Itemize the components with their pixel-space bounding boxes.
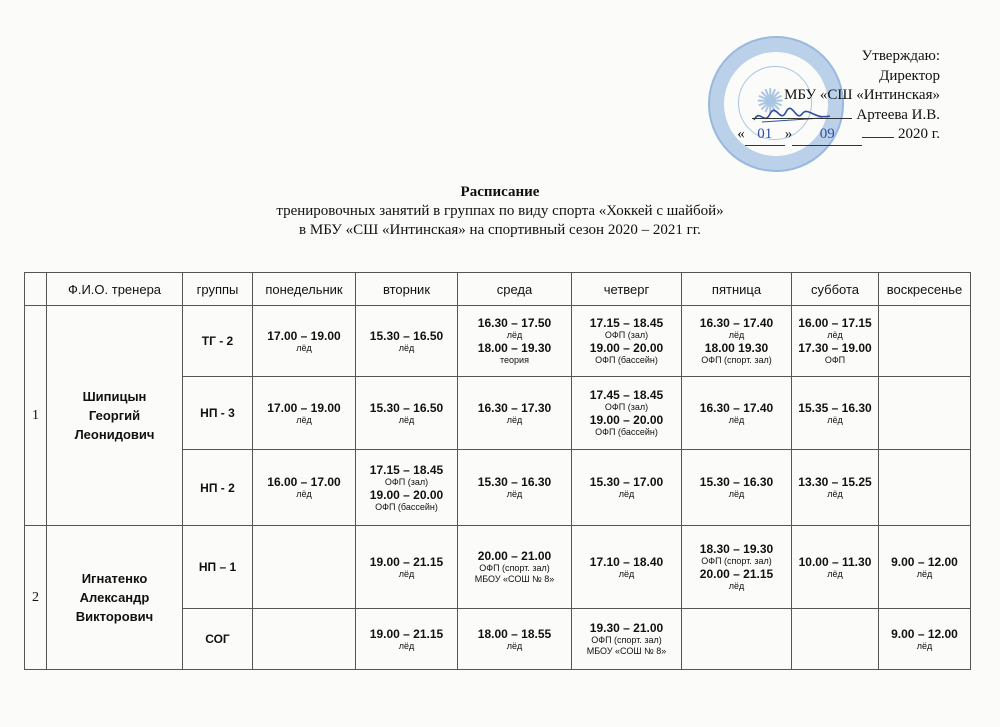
date-month: 09 [792,125,862,146]
session-time: 19.00 – 20.00 [589,413,664,427]
date-quote-close: » [784,126,793,142]
schedule-cell-sunday [879,609,971,670]
session-time: 17.15 – 18.45 [589,316,664,330]
approval-director-name: Артеева И.В. [856,106,940,123]
schedule-body [25,306,971,670]
schedule-cell-monday [253,526,356,609]
schedule-cell-saturday [792,450,879,526]
group-name: НП - 2 [183,450,253,526]
session-type: лёд [728,330,745,340]
session-type: лёд [827,489,843,499]
approval-position: Директор [879,67,940,84]
title-subtitle: тренировочных занятий в группах по виду спорта «Хоккей с шайбой» [276,203,724,219]
header-thursday: четверг [572,273,682,306]
schedule-cell-monday [253,306,356,377]
date-day: 01 [745,125,785,146]
session-time: 15.30 – 16.30 [477,475,552,489]
session-type: лёд [398,414,415,425]
table-header-row [25,273,971,306]
session-time: 19.30 – 21.00 [589,621,664,635]
session-time: 13.30 – 15.25 [798,475,872,489]
session-type: ОФП [824,355,846,365]
schedule-cell-sunday [879,526,971,609]
session-time: 19.00 – 21.15 [369,626,444,641]
header-monday: понедельник [253,273,356,306]
session-type: ОФП (бассейн) [375,501,438,512]
session-type: ОФП (зал) [384,476,429,487]
coach-name-part: Викторович [75,609,154,624]
session-time: 20.00 – 21.00 [477,549,552,563]
schedule-cell-tuesday [356,450,458,526]
session-time: 18.00 19.30 [704,341,769,355]
session-time: 18.30 – 19.30 [699,542,774,556]
session-type: лёд [916,568,933,579]
session-time: 10.00 – 11.30 [798,554,872,569]
session-time: 18.00 – 19.30 [477,341,552,355]
session-type: ОФП (зал) [604,330,649,340]
signature-line [752,106,852,119]
session-time: 15.35 – 16.30 [798,400,872,415]
schedule-cell-tuesday [356,609,458,670]
title-subtitle-2: в МБУ «СШ «Интинская» на спортивный сезон 2020 – 2021 гг. [299,222,701,238]
session-time: 17.30 – 19.00 [798,341,872,355]
coach-name-part: Шипицын [82,389,147,404]
group-name: ТГ - 2 [183,306,253,377]
session-type: лёд [916,640,933,651]
coach-name-part: Александр [79,590,150,605]
schedule-cell-saturday [792,377,879,450]
schedule-cell-saturday [792,306,879,377]
session-time: 19.00 – 21.15 [369,554,444,569]
session-type: лёд [506,330,523,340]
approval-signature-row [640,106,940,126]
schedule-cell-wednesday [458,609,572,670]
session-type: лёд [827,414,843,425]
session-time: 16.30 – 17.30 [477,400,552,415]
session-time: 9.00 – 12.00 [891,554,958,569]
schedule-cell-tuesday [356,306,458,377]
session-type: лёд [398,640,415,651]
session-time: 15.30 – 16.30 [699,475,774,489]
header-coach: Ф.И.О. тренера [47,273,183,306]
session-type: ОФП (спорт. зал) [479,563,550,573]
group-name: НП - 3 [183,377,253,450]
stamp-emblem-icon: ✺ [756,84,785,121]
session-time: 17.00 – 19.00 [267,328,341,343]
session-time: 17.45 – 18.45 [589,388,664,402]
header-saturday: суббота [792,273,879,306]
session-type: ОФП (бассейн) [595,427,658,437]
date-year: 2020 г. [898,126,940,142]
schedule-cell-friday [682,306,792,377]
session-type: лёд [296,342,312,353]
schedule-cell-thursday [572,306,682,377]
session-type: лёд [296,414,312,425]
schedule-cell-thursday [572,609,682,670]
session-type: лёд [506,489,523,499]
schedule-cell-thursday [572,450,682,526]
session-time: 17.10 – 18.40 [589,554,664,569]
schedule-cell-tuesday [356,377,458,450]
schedule-cell-sunday [879,450,971,526]
coach-name [47,306,183,526]
header-sunday: воскресенье [879,273,971,306]
session-type: МБОУ «СОШ № 8» [474,574,555,584]
schedule-cell-friday [682,377,792,450]
session-time: 16.00 – 17.15 [798,316,872,330]
schedule-cell-monday [253,377,356,450]
title-main: Расписание [460,184,540,200]
session-type: лёд [827,568,843,579]
approval-date-row [640,125,940,146]
session-time: 19.00 – 20.00 [369,487,444,502]
schedule-cell-sunday [879,377,971,450]
session-type: лёд [506,640,523,651]
schedule-cell-wednesday [458,526,572,609]
group-name: НП – 1 [183,526,253,609]
date-year-blank [862,137,894,138]
session-type: ОФП (спорт. зал) [701,355,772,365]
session-type: лёд [618,568,635,579]
session-time: 16.30 – 17.50 [477,316,552,330]
schedule-cell-saturday [792,526,879,609]
session-time: 15.30 – 17.00 [589,475,664,489]
session-time: 20.00 – 21.15 [699,567,774,581]
session-type: лёд [827,330,843,340]
header-friday: пятница [682,273,792,306]
session-time: 17.15 – 18.45 [369,462,444,477]
session-time: 15.30 – 16.50 [369,328,444,343]
coach-name-part: Георгий [88,408,141,423]
session-time: 19.00 – 20.00 [589,341,664,355]
date-quote-open: « [737,126,745,142]
schedule-cell-monday [253,609,356,670]
schedule-cell-wednesday [458,450,572,526]
table-row [25,306,971,377]
coach-number: 2 [25,526,47,670]
session-time: 9.00 – 12.00 [891,626,958,641]
schedule-cell-monday [253,450,356,526]
approval-title: Утверждаю: [861,48,940,64]
coach-name-part: Игнатенко [81,571,148,586]
approval-organization: МБУ «СШ «Интинская» [784,87,940,103]
header-wednesday: среда [458,273,572,306]
coach-name [47,526,183,670]
session-time: 15.30 – 16.50 [369,400,444,415]
session-type: лёд [728,581,745,591]
session-type: лёд [728,414,745,425]
session-type: лёд [506,414,523,425]
session-type: лёд [398,568,415,579]
schedule-cell-saturday [792,609,879,670]
session-time: 16.00 – 17.00 [267,475,341,489]
document-title [0,183,1000,240]
approval-block [640,47,940,146]
session-time: 16.30 – 17.40 [699,400,774,415]
schedule-cell-friday [682,450,792,526]
schedule-table [24,272,971,670]
schedule-cell-sunday [879,306,971,377]
schedule-cell-wednesday [458,377,572,450]
session-type: лёд [728,489,745,499]
session-time: 18.00 – 18.55 [477,626,552,641]
session-type: ОФП (спорт. зал) [591,635,662,645]
session-type: теория [500,355,529,365]
coach-number: 1 [25,306,47,526]
header-group: группы [183,273,253,306]
session-type: ОФП (бассейн) [595,355,658,365]
schedule-cell-friday [682,609,792,670]
group-name: СОГ [183,609,253,670]
header-num [25,273,47,306]
schedule-cell-wednesday [458,306,572,377]
table-row [25,526,971,609]
schedule-cell-friday [682,526,792,609]
session-type: лёд [398,342,415,353]
header-tuesday: вторник [356,273,458,306]
session-type: МБОУ «СОШ № 8» [586,646,667,656]
session-type: лёд [618,489,635,499]
session-type: ОФП (зал) [604,402,649,412]
schedule-cell-tuesday [356,526,458,609]
session-time: 16.30 – 17.40 [699,316,774,330]
schedule-cell-thursday [572,377,682,450]
schedule-cell-thursday [572,526,682,609]
session-type: лёд [296,489,312,499]
session-type: ОФП (спорт. зал) [701,556,772,566]
session-time: 17.00 – 19.00 [267,400,341,415]
coach-name-part: Леонидович [74,427,155,442]
